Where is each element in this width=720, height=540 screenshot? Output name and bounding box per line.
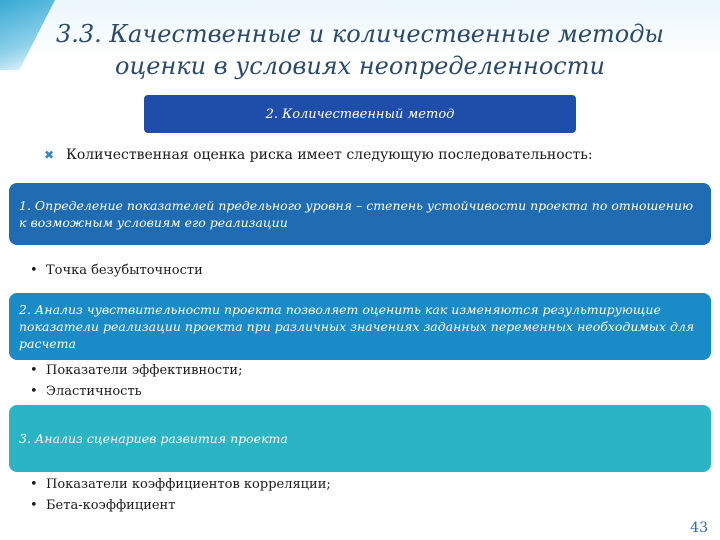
x-bullet-icon: ✖ xyxy=(44,148,55,162)
bullet-text: Показатели эффективности; xyxy=(46,363,243,378)
bullet-text: Точка безубыточности xyxy=(46,263,203,278)
list-item xyxy=(30,360,242,381)
bullet-dot-icon: • xyxy=(30,384,38,399)
bullet-text: Бета-коэффициент xyxy=(46,498,176,513)
step-2-bullets xyxy=(30,360,242,402)
intro-text: Количественная оценка риска имеет следующую последовательность: xyxy=(66,147,593,163)
list-item xyxy=(30,260,203,281)
bullet-text: Показатели коэффициентов корреляции; xyxy=(46,477,331,492)
bullet-dot-icon: • xyxy=(30,263,38,278)
bullet-text: Эластичность xyxy=(46,384,142,399)
step-2-text: 2. Анализ чувствительности проекта позволяет оценить как изменяются результирующие показатели реализации проекта при различных значениях заданных переменных необходимых для расчета xyxy=(19,302,695,351)
list-item xyxy=(30,495,331,516)
bullet-dot-icon: • xyxy=(30,363,38,378)
step-1-bullets xyxy=(30,260,203,281)
step-2-box xyxy=(9,293,711,360)
list-item xyxy=(30,474,331,495)
step-3-bullets xyxy=(30,474,331,516)
page-number: 43 xyxy=(690,520,708,536)
bullet-dot-icon: • xyxy=(30,498,38,513)
step-1-box xyxy=(9,183,711,245)
step-3-box xyxy=(9,405,711,472)
method-banner: 2. Количественный метод xyxy=(144,95,576,133)
list-item xyxy=(30,381,242,402)
bullet-dot-icon: • xyxy=(30,477,38,492)
slide-title xyxy=(40,18,680,82)
step-1-text: 1. Определение показателей предельного уровня – степень устойчивости проекта по отношению к возможным условиям его реализации xyxy=(19,198,694,230)
slide-title-line-2: оценки в условиях неопределенности xyxy=(115,52,605,80)
step-3-text: 3. Анализ сценариев развития проекта xyxy=(19,431,288,446)
slide-title-line-1: 3.3. Качественные и количественные методы xyxy=(56,20,664,48)
